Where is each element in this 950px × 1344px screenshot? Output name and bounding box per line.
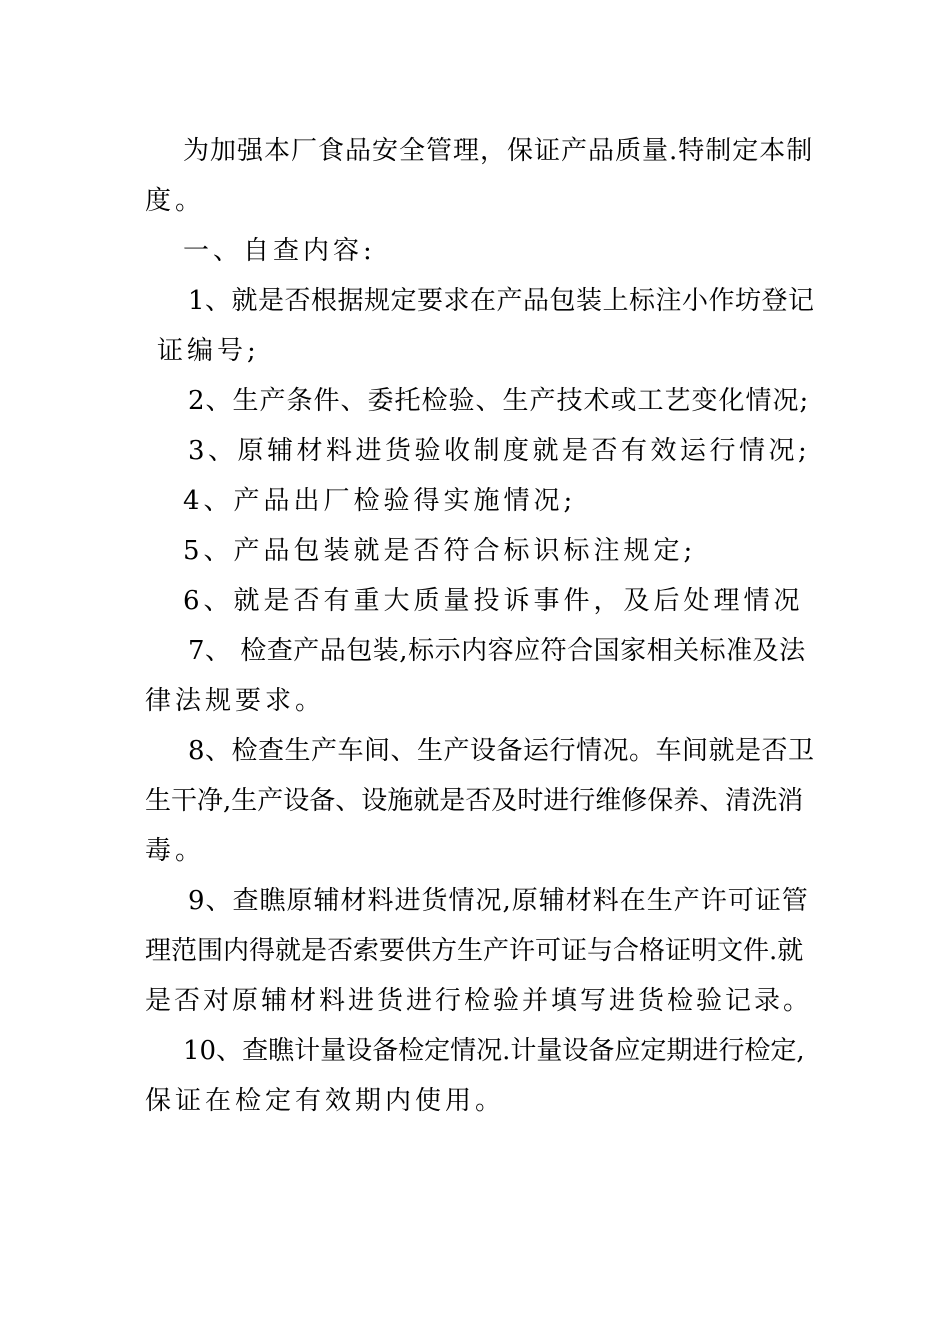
item-9-line-3: 是否对原辅材料进货进行检验并填写进货检验记录。 [145, 986, 813, 1016]
intro-line-1: 为加强本厂食品安全管理，保证产品质量.特制定本制 [183, 136, 814, 166]
item-6-line-1: 6、就是否有重大质量投诉事件，及后处理情况 [183, 586, 804, 616]
intro-line-2: 度。 [145, 186, 206, 216]
item-8-line-3: 毒。 [145, 836, 206, 866]
item-9-line-1: 9、查瞧原辅材料进货情况,原辅材料在生产许可证管 [188, 886, 809, 916]
item-2-line-1: 2、生产条件、委托检验、生产技术或工艺变化情况; [188, 386, 810, 416]
item-1-line-1: 1、就是否根据规定要求在产品包装上标注小作坊登记 [188, 286, 815, 316]
item-7-line-2: 律法规要求。 [145, 686, 326, 716]
item-5-line-1: 5、产品包装就是否符合标识标注规定; [183, 536, 697, 566]
item-8-line-1: 8、检查生产车间、生产设备运行情况。车间就是否卫 [188, 736, 815, 766]
item-8-line-2: 生干净,生产设备、设施就是否及时进行维修保养、清洗消 [145, 786, 804, 816]
item-4-line-1: 4、产品出厂检验得实施情况; [183, 486, 577, 516]
section-heading: 一、自查内容: [183, 236, 376, 266]
item-1-line-2: 证编号; [157, 336, 260, 366]
item-9-line-2: 理范围内得就是否索要供方生产许可证与合格证明文件.就 [145, 936, 804, 966]
item-10-line-2: 保证在检定有效期内使用。 [145, 1086, 506, 1116]
item-3-line-1: 3、原辅材料进货验收制度就是否有效运行情况; [188, 436, 811, 466]
item-7-line-1: 7、 检查产品包装,标示内容应符合国家相关标准及法 [188, 636, 806, 666]
item-10-line-1: 10、查瞧计量设备检定情况.计量设备应定期进行检定, [183, 1036, 805, 1066]
